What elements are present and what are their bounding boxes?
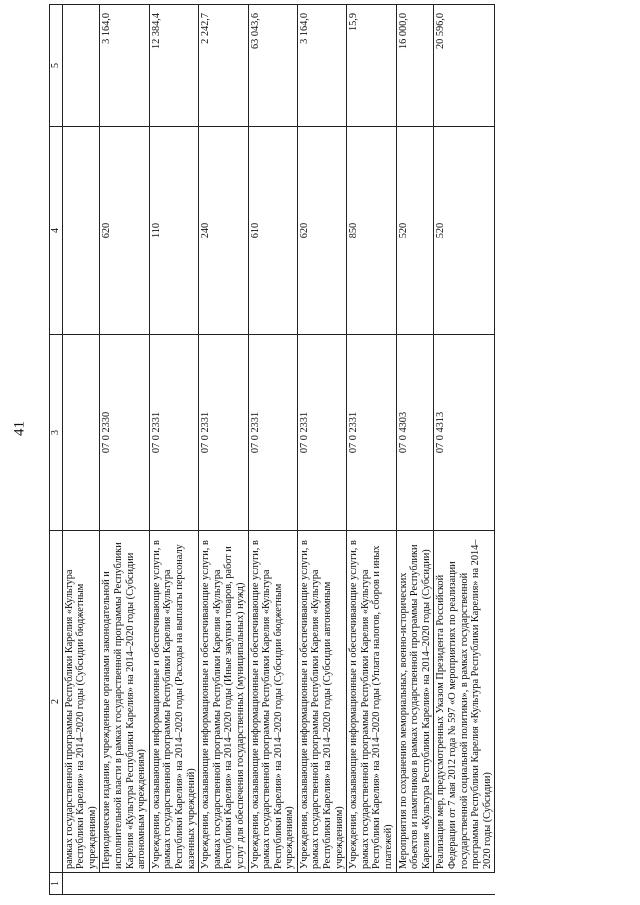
- table-row: [62, 5, 100, 895]
- row-type: 110: [149, 127, 198, 335]
- row-code: 07 0 2331: [297, 335, 346, 531]
- row-code: 07 0 4313: [434, 335, 495, 531]
- row-type: 620: [297, 127, 346, 335]
- row-type: 520: [396, 127, 434, 335]
- row-amount: 15,9: [347, 5, 396, 127]
- row-type: 240: [199, 127, 248, 335]
- row-code: 07 0 2330: [100, 335, 149, 531]
- row-amount: 63 043,6: [248, 5, 297, 127]
- row-code: 07 0 2331: [347, 335, 396, 531]
- budget-table: [49, 4, 495, 895]
- page-number: 41: [11, 421, 28, 436]
- row-amount: 20 596,0: [434, 5, 495, 127]
- row-amount: 12 384,4: [149, 5, 198, 127]
- row-code: 07 0 4303: [396, 335, 434, 531]
- row-amount: 3 164,0: [297, 5, 346, 127]
- row-amount: 16 000,0: [396, 5, 434, 127]
- row-index-cell: [347, 873, 396, 895]
- table-row: [199, 5, 248, 895]
- header-col-2: 2: [50, 531, 63, 873]
- row-code: 07 0 2331: [199, 335, 248, 531]
- row-description: Мероприятия по сохранению мемориальных, военно-исторических объектов и памятников в рамках государственной программы Республики Карелия «Культура Республики Карелия» на 2014–2020 годы (Субсидии): [396, 531, 434, 873]
- row-description: Учреждения, оказывающие информационные и обеспечивающие услуги, в рамках государственной программы Республики Карелия «Культура Республики Карелия» на 2014–2020 годы (Уплата налогов, сборов и иных платежей): [347, 531, 396, 873]
- row-amount: [62, 5, 100, 127]
- row-description: рамках государственной программы Республики Карелия «Культура Республики Карелия» на 2014–2020 годы (Субсидии бюджетным учреждениям): [62, 531, 100, 873]
- table-row: [396, 5, 434, 895]
- row-description: Учреждения, оказывающие информационные и обеспечивающие услуги, в рамках государственной программы Республики Карелия «Культура Республики Карелия» на 2014–2020 годы (Иные закупки товаров, работ и услуг для обеспечения государственных (муниципальных) нужд): [199, 531, 248, 873]
- row-type: 620: [100, 127, 149, 335]
- row-index-cell: [297, 873, 346, 895]
- header-col-5: 5: [50, 5, 63, 127]
- header-col-4: 4: [50, 127, 63, 335]
- table-body: [62, 5, 495, 895]
- row-index-cell: [434, 873, 495, 895]
- row-description: Реализация мер, предусмотренных Указом Президента Российской Федерации от 7 мая 2012 года № 597 «О мероприятиях по реализации государственной социальной политики», в рамках государственной программы Республики Карелия «Культура Республики Карелия» на 2014–2020 годы (Субсидии): [434, 531, 495, 873]
- table-row: [297, 5, 346, 895]
- row-amount: 3 164,0: [100, 5, 149, 127]
- row-code: [62, 335, 100, 531]
- row-type: 610: [248, 127, 297, 335]
- header-col-1: 1: [50, 873, 63, 895]
- row-index-cell: [396, 873, 434, 895]
- row-index-cell: [62, 873, 100, 895]
- table-header-row: [50, 5, 63, 895]
- row-type: 850: [347, 127, 396, 335]
- table-row: [149, 5, 198, 895]
- row-amount: 2 242,7: [199, 5, 248, 127]
- row-type: [62, 127, 100, 335]
- table-row: [434, 5, 495, 895]
- row-code: 07 0 2331: [149, 335, 198, 531]
- row-description: Учреждения, оказывающие информационные и обеспечивающие услуги, в рамках государственной программы Республики Карелия «Культура Республики Карелия» на 2014–2020 годы (Субсидии бюджетным учреждениям): [248, 531, 297, 873]
- row-index-cell: [100, 873, 149, 895]
- rotated-page: [49, 5, 619, 895]
- row-type: 520: [434, 127, 495, 335]
- row-description: Периодические издания, учрежденные органами законодательной и исполнительной власти в рамках государственной программы Республики Карелия «Культура Республики Карелия» на 2014–2020 годы (Субсидии автономным учреждениям): [100, 531, 149, 873]
- row-code: 07 0 2331: [248, 335, 297, 531]
- table-row: [248, 5, 297, 895]
- row-description: Учреждения, оказывающие информационные и обеспечивающие услуги, в рамках государственной программы Республики Карелия «Культура Республики Карелия» на 2014–2020 годы (Субсидии автономным учреждениям): [297, 531, 346, 873]
- row-index-cell: [248, 873, 297, 895]
- row-index-cell: [149, 873, 198, 895]
- table-row: [347, 5, 396, 895]
- header-col-3: 3: [50, 335, 63, 531]
- row-index-cell: [199, 873, 248, 895]
- table-row: [100, 5, 149, 895]
- row-description: Учреждения, оказывающие информационные и обеспечивающие услуги, в рамках государственной программы Республики Карелия «Культура Республики Карелия» на 2014–2020 годы (Расходы на выплаты персоналу казенных учреждений): [149, 531, 198, 873]
